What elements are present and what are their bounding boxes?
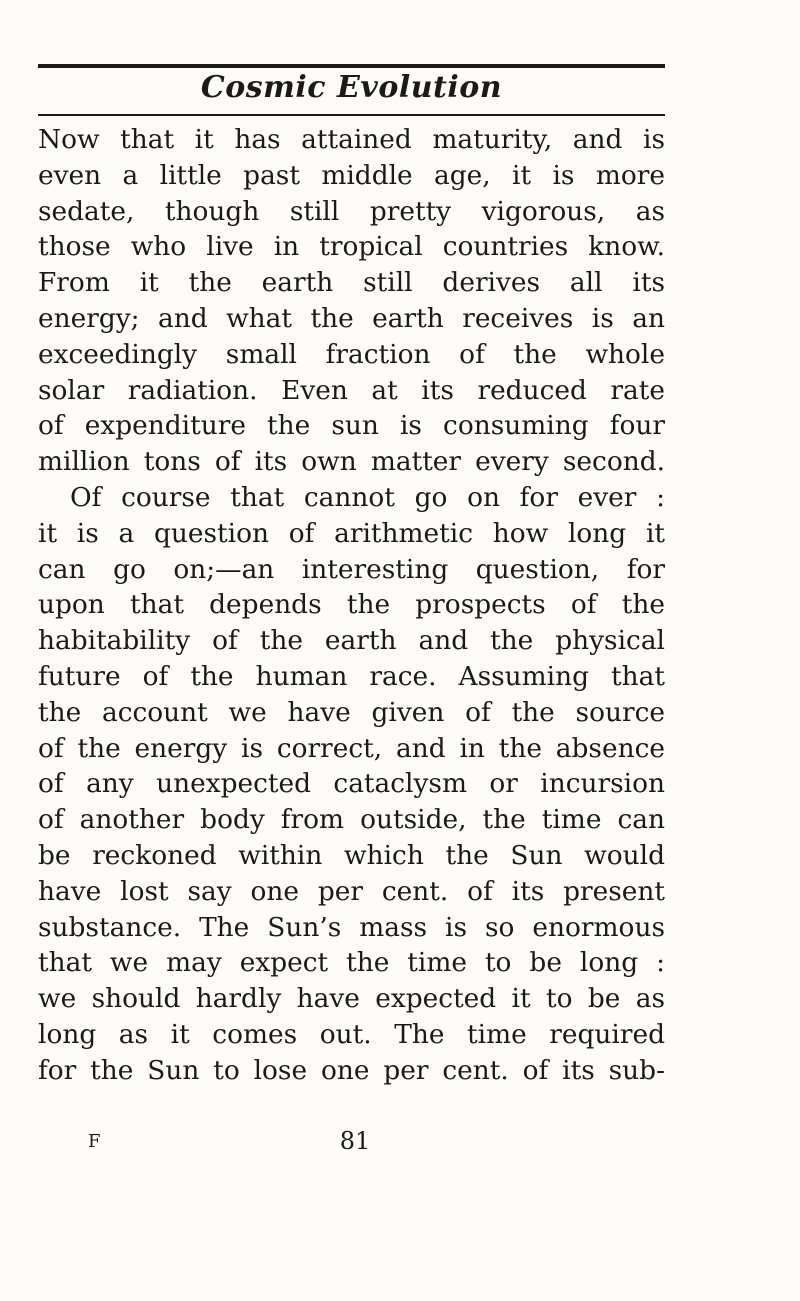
text-line: upon that depends the prospects of the (38, 589, 665, 621)
text-line: those who live in tropical countries know. (38, 231, 665, 263)
text-line: Now that it has attained maturity, and is (38, 124, 665, 155)
text-line: can go on;—an interesting question, for (38, 553, 665, 585)
text-line: have lost say one per cent. of its present (38, 875, 665, 907)
signature-mark: F (88, 1131, 101, 1152)
text-line: million tons of its own matter every second. (38, 446, 665, 478)
text-line: exceedingly small fraction of the whole (38, 338, 665, 370)
text-line: sedate, though still pretty vigorous, as (38, 195, 665, 227)
running-head: Cosmic Evolution (200, 70, 503, 105)
text-line: future of the human race. Assuming that (38, 660, 665, 692)
header-rule-bottom (38, 114, 665, 116)
text-line: it is a question of arithmetic how long it (38, 517, 665, 549)
text-line: of any unexpected cataclysm or incursion (38, 768, 665, 800)
page-number: 81 (339, 1127, 371, 1155)
text-line: substance. The Sun’s mass is so enormous (38, 911, 665, 943)
text-line: energy; and what the earth receives is an (38, 302, 665, 334)
text-line: that we may expect the time to be long : (38, 947, 665, 979)
text-line: Of course that cannot go on for ever : (70, 481, 665, 513)
text-line: solar radiation. Even at its reduced rate (38, 374, 665, 406)
text-line: From it the earth still derives all its (38, 267, 665, 299)
text-line: of the energy is correct, and in the absence (38, 732, 665, 764)
text-line: of another body from outside, the time can (38, 804, 665, 836)
text-line: be reckoned within which the Sun would (38, 839, 665, 871)
text-line: of expenditure the sun is consuming four (38, 410, 665, 442)
text-line: the account we have given of the source (38, 696, 665, 728)
text-line: for the Sun to lose one per cent. of its sub- (38, 1054, 665, 1086)
text-line: long as it comes out. The time required (38, 1018, 665, 1050)
text-line: even a little past middle age, it is more (38, 159, 665, 191)
text-line: habitability of the earth and the physical (38, 625, 665, 657)
text-line: we should hardly have expected it to be as (38, 983, 665, 1015)
body-text (38, 122, 665, 1089)
